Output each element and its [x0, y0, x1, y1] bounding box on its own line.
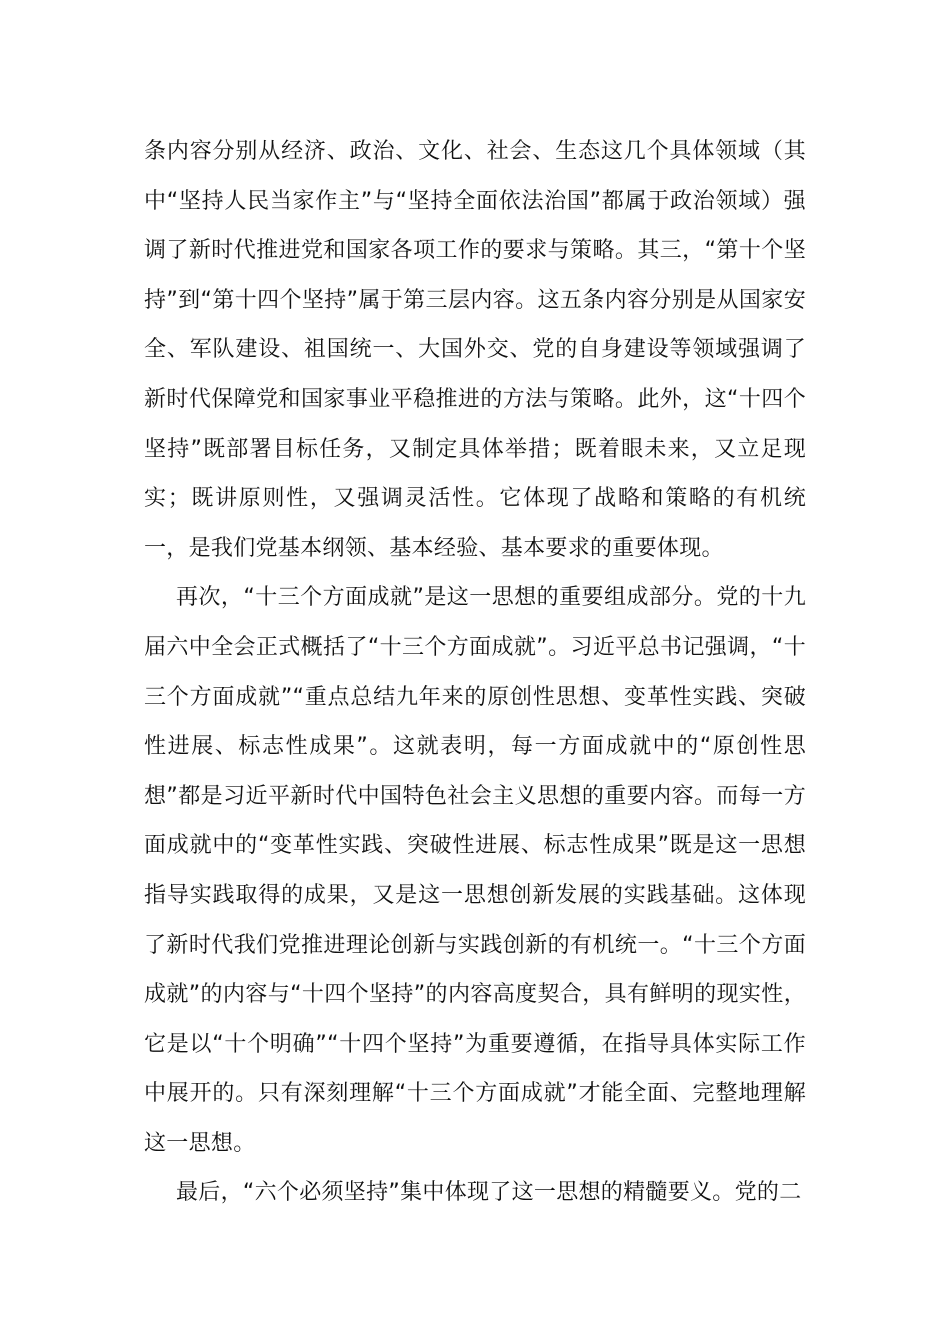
paragraph-six-must-adhere: 最后，“六个必须坚持”集中体现了这一思想的精髓要义。党的二 — [176, 1180, 802, 1206]
paragraph-thirteen-achievements: 再次，“十三个方面成就”是这一思想的重要组成部分。党的十九届六中全会正式概括了“十三个方面成就”。习近平总书记强调，“十三个方面成就”“重点总结九年来的原创性思想、变革性实践、突破性进展、标志性成果”。这就表明，每一方面成就中的“原创性思想”都是习近平新时代中国特色社会主义思想的重要内容。而每一方面成就中的“变革性实践、突破性进展、标志性成果”既是这一思想指导实践取得的成果，又是这一思想创新发展的实践基础。这体现了新时代我们党推进理论创新与实践创新的有机统一。“十三个方面成就”的内容与“十四个坚持”的内容高度契合，具有鲜明的现实性，它是以“十个明确”“十四个坚持”为重要遵循，在指导具体实际工作中展开的。只有深刻理解“十三个方面成就”才能全面、完整地理解这一思想。 — [144, 585, 806, 1156]
document-body — [144, 127, 806, 1218]
paragraph-continuation: 条内容分别从经济、政治、文化、社会、生态这几个具体领域（其中“坚持人民当家作主”与“坚持全面依法治国”都属于政治领域）强调了新时代推进党和国家各项工作的要求与策略。其三，“第十个坚持”到“第十四个坚持”属于第三层内容。这五条内容分别是从国家安全、军队建设、祖国统一、大国外交、党的自身建设等领域强调了新时代保障党和国家事业平稳推进的方法与策略。此外，这“十四个坚持”既部署目标任务，又制定具体举措；既着眼未来，又立足现实；既讲原则性，又强调灵活性。它体现了战略和策略的有机统一，是我们党基本纲领、基本经验、基本要求的重要体现。 — [144, 139, 806, 561]
